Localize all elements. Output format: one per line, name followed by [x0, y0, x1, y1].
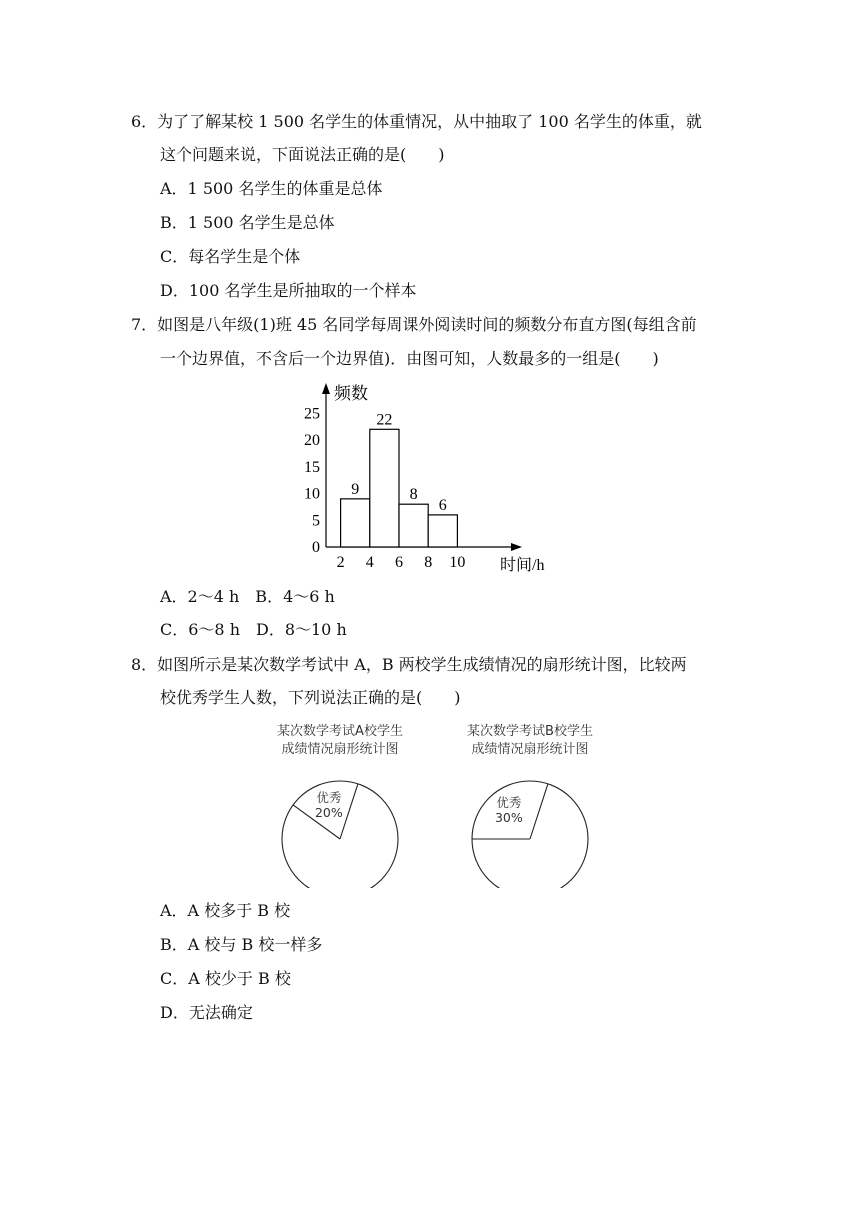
x-tick-label: 2 — [336, 554, 345, 571]
pie-title-line: 成绩情况扇形统计图 — [281, 742, 399, 757]
x-tick-label: 4 — [365, 554, 374, 571]
bar-value-label: 22 — [376, 411, 393, 429]
q8-option-c: C．A 校少于 B 校 — [160, 969, 291, 988]
q8-stem-line2: 校优秀学生人数，下列说法正确的是( ) — [160, 688, 461, 707]
q8-stem-line1: 8．如图所示是某次数学考试中 A，B 两校学生成绩情况的扇形统计图，比较两 — [131, 655, 687, 674]
q6-option-b: B．1 500 名学生是总体 — [160, 213, 335, 232]
histogram-bar — [399, 504, 428, 547]
y-tick-label: 25 — [304, 405, 320, 423]
y-tick-label: 10 — [304, 485, 320, 503]
y-axis-arrow — [322, 383, 330, 394]
x-tick-label: 6 — [395, 554, 403, 571]
y-tick-label: 5 — [312, 512, 320, 530]
y-tick-label: 15 — [304, 458, 320, 476]
x-axis-title: 时间/h — [500, 557, 545, 574]
q8-option-a: A．A 校多于 B 校 — [160, 901, 291, 920]
histogram-bar — [428, 515, 457, 547]
x-tick-label: 8 — [424, 554, 433, 571]
pie-chart-school-a — [255, 718, 425, 888]
q7-options-row2: C．6～8 h D．8～10 h — [160, 620, 347, 639]
y-axis-title: 频数 — [334, 384, 368, 403]
x-tick-label: 10 — [449, 554, 466, 571]
q6-stem-line2: 这个问题来说，下面说法正确的是( ) — [160, 145, 445, 164]
pie-slice-value: 30% — [494, 809, 523, 825]
q6-stem-line1: 6．为了了解某校 1 500 名学生的体重情况，从中抽取了 100 名学生的体重，就 — [131, 112, 702, 131]
bar-value-label: 6 — [438, 496, 447, 514]
q6-option-a: A．1 500 名学生的体重是总体 — [160, 179, 383, 198]
q8-option-d: D．无法确定 — [160, 1003, 253, 1022]
pie-title-line: 某次数学考试A校学生 — [277, 724, 403, 739]
x-axis-arrow — [511, 543, 522, 551]
y-tick-label: 20 — [304, 432, 320, 449]
bar-value-label: 9 — [351, 480, 360, 498]
pie-chart-school-b — [445, 718, 615, 888]
pie-slice-label: 优秀 — [316, 789, 342, 805]
q7-options-row1: A．2～4 h B．4～6 h — [160, 587, 335, 606]
q7-stem-line1: 7．如图是八年级(1)班 45 名同学每周课外阅读时间的频数分布直方图(每组含前 — [131, 315, 697, 334]
y-tick-label: 0 — [312, 539, 320, 556]
histogram-chart — [290, 375, 570, 580]
pie-title-line: 某次数学考试B校学生 — [467, 724, 593, 739]
bar-value-label: 8 — [409, 486, 418, 504]
q6-option-d: D．100 名学生是所抽取的一个样本 — [160, 281, 417, 300]
pie-title-line: 成绩情况扇形统计图 — [471, 742, 589, 757]
histogram-bar — [341, 499, 370, 547]
q8-option-b: B．A 校与 B 校一样多 — [160, 935, 323, 954]
q7-stem-line2: 一个边界值，不含后一个边界值)．由图可知，人数最多的一组是( ) — [160, 349, 659, 368]
pie-slice-value: 20% — [314, 804, 343, 820]
pie-outline — [472, 781, 588, 888]
histogram-bar — [370, 429, 399, 547]
q6-option-c: C．每名学生是个体 — [160, 247, 301, 266]
pie-slice-label: 优秀 — [496, 794, 522, 810]
